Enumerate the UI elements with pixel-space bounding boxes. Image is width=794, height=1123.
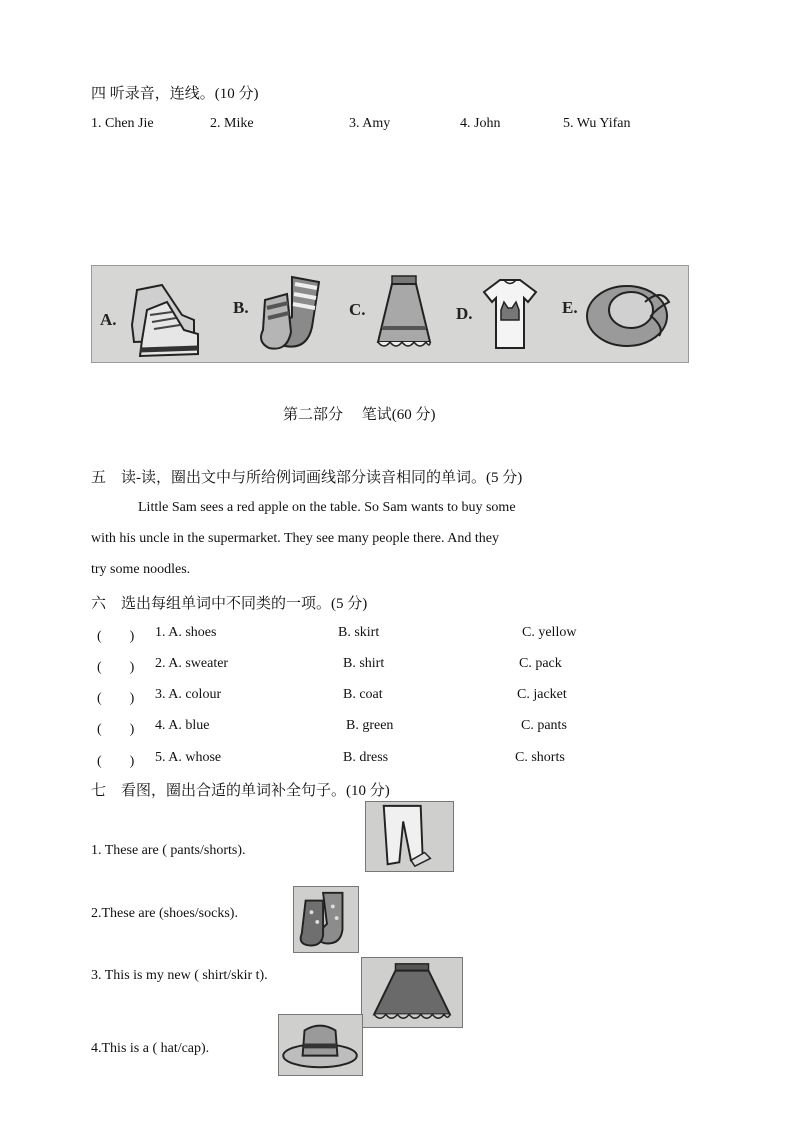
option-b: B. green	[346, 718, 394, 733]
sentence-2: 2.These are (shoes/socks).	[91, 906, 238, 921]
option-b: B. coat	[343, 687, 383, 702]
picture-label-a: A.	[100, 310, 117, 329]
section6-heading: 六 选出每组单词中不同类的一项。(5 分)	[91, 596, 368, 612]
name-3: 3. Amy	[349, 116, 391, 131]
name-1: 1. Chen Jie	[91, 116, 154, 131]
pants-icon	[366, 802, 453, 871]
option-a: 1. A. shoes	[155, 625, 217, 640]
question-row-2	[91, 656, 691, 676]
socks-picture	[293, 886, 359, 953]
question-row-5	[91, 750, 691, 770]
tshirt-icon	[482, 274, 538, 354]
answer-blank[interactable]: ( )	[97, 629, 135, 644]
option-a: 2. A. sweater	[155, 656, 229, 671]
option-c: C. yellow	[522, 625, 577, 640]
picture-label-e: E.	[562, 298, 578, 317]
option-b: B. shirt	[343, 656, 385, 671]
option-c: C. jacket	[517, 687, 567, 702]
option-c: C. pants	[521, 718, 567, 733]
picture-label-b: B.	[233, 298, 249, 317]
option-a: 4. A. blue	[155, 718, 210, 733]
hat-icon	[585, 272, 675, 358]
pants-picture	[365, 801, 454, 872]
option-b: B. skirt	[338, 625, 380, 640]
clothing-picture-strip	[91, 265, 689, 363]
section7-heading: 七 看图，圈出合适的单词补全句子。(10 分)	[91, 783, 390, 799]
answer-blank[interactable]: ( )	[97, 754, 135, 769]
skirt-icon	[362, 958, 462, 1027]
passage-line-2: with his uncle in the supermarket. They see many people there. And they	[91, 531, 499, 546]
question-row-3	[91, 687, 691, 707]
option-c: C. shorts	[515, 750, 565, 765]
section4-heading: 四 听录音，连线。(10 分)	[91, 86, 259, 102]
answer-blank[interactable]: ( )	[97, 660, 135, 675]
option-a: 3. A. colour	[155, 687, 222, 702]
option-a: 5. A. whose	[155, 750, 222, 765]
option-b: B. dress	[343, 750, 389, 765]
name-4: 4. John	[460, 116, 501, 131]
passage-line-1: Little Sam sees a red apple on the table. So Sam wants to buy some	[138, 500, 516, 515]
sentence-4: 4.This is a ( hat/cap).	[91, 1041, 210, 1056]
sneakers-icon	[122, 270, 202, 360]
picture-label-d: D.	[456, 304, 473, 323]
name-5: 5. Wu Yifan	[563, 116, 631, 131]
hat-picture	[278, 1014, 363, 1076]
sentence-1: 1. These are ( pants/shorts).	[91, 843, 246, 858]
hat-icon	[279, 1015, 362, 1075]
socks-icon	[294, 887, 358, 952]
skirt-icon	[374, 272, 434, 356]
picture-label-c: C.	[349, 300, 366, 319]
answer-blank[interactable]: ( )	[97, 722, 135, 737]
option-c: C. pack	[519, 656, 562, 671]
skirt-picture	[361, 957, 463, 1028]
question-row-1	[91, 625, 691, 645]
socks-icon	[257, 272, 332, 354]
section5-heading: 五 读-读，圈出文中与所给例词画线部分读音相同的单词。(5 分)	[91, 470, 523, 486]
sentence-3: 3. This is my new ( shirt/skir t).	[91, 968, 268, 983]
part2-title: 第二部分 笔试(60 分)	[283, 407, 436, 423]
question-row-4	[91, 718, 691, 738]
passage-line-3: try some noodles.	[91, 562, 191, 577]
name-2: 2. Mike	[210, 116, 254, 131]
answer-blank[interactable]: ( )	[97, 691, 135, 706]
